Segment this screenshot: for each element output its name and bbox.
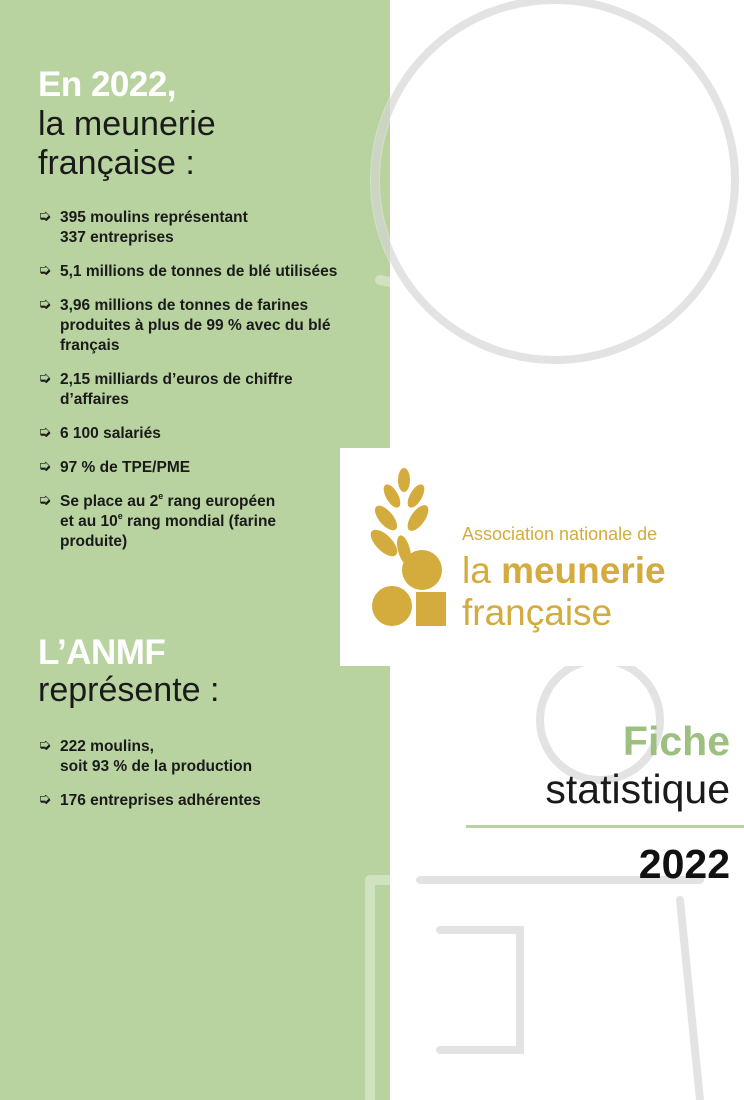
title-year: 2022 [638,841,730,887]
facts-list [38,208,373,566]
list-item: ➭ 3,96 millions de tonnes de farines produites à plus de 99 % avec du blé français [38,296,331,354]
arrow-icon: ➭ [38,458,52,475]
arrow-icon: ➭ [38,262,52,279]
heading-line3: française : [38,144,195,182]
logo-association-label: Association nationale de [462,524,658,544]
heading-year: En 2022, [38,65,177,104]
arrow-icon: ➭ [38,737,52,754]
arrow-icon: ➭ [38,492,52,509]
title-divider [466,825,744,828]
list-item: ➭ 222 moulins, soit 93 % de la production [38,737,253,775]
list-item: ➭ 97 % de TPE/PME [38,458,191,476]
wheat-logo-icon [364,468,449,628]
list-item: ➭ 6 100 salariés [38,424,161,442]
lightbulb-icon [470,210,640,440]
list-item: ➭ 5,1 millions de tonnes de blé utilisées [38,262,338,280]
list-item: ➭ 2,15 milliards d’euros de chiffre d’affaires [38,370,293,408]
arrow-icon: ➭ [38,791,52,808]
anmf-facts-list [38,737,373,825]
title-statistique: statistique [545,766,730,812]
arrow-icon: ➭ [38,208,52,225]
title-fiche: Fiche [622,718,730,764]
heading-line2: la meunerie [38,105,216,143]
anmf-heading: L’ANMF [38,633,166,672]
arrow-icon: ➭ [38,296,52,313]
anmf-subheading: représente : [38,671,220,709]
list-item: ➭ 176 entreprises adhérentes [38,791,261,809]
list-item: ➭ 395 moulins représentant 337 entreprises [38,208,248,246]
logo-meunerie-label: la meunerie [462,550,666,591]
list-item: ➭ Se place au 2e rang européen et au 10e rang mondial (farine produite) [38,490,277,550]
arrow-icon: ➭ [38,370,52,387]
arrow-icon: ➭ [38,424,52,441]
logo-francaise-label: française [462,592,613,633]
magnifier-icon [375,0,735,360]
